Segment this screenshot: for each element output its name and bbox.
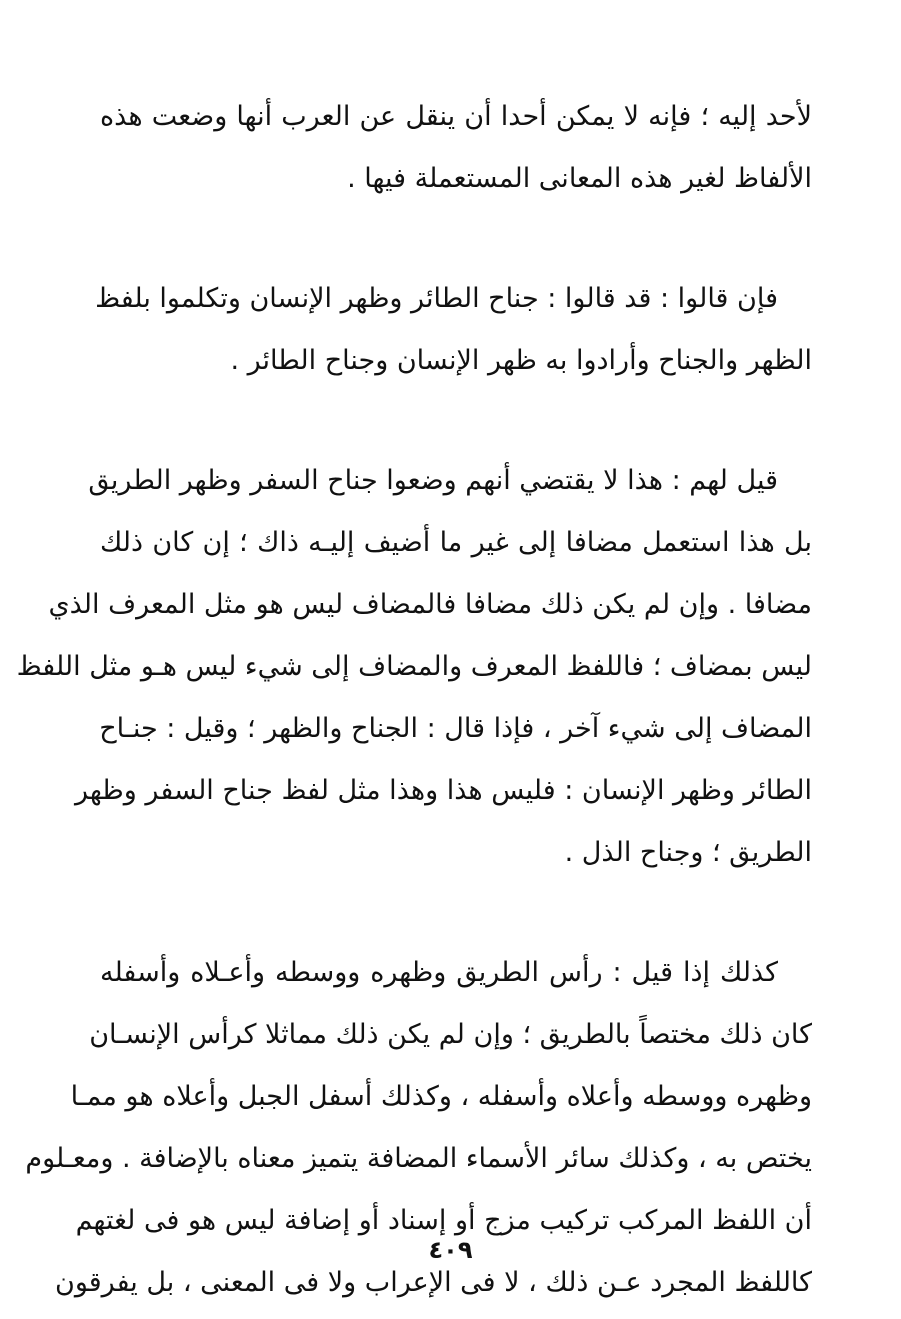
text-line: الطائر وظهر الإنسان : فليس هذا وهذا مثل لفظ جناح السفر وظهر: [74, 775, 812, 806]
text-line: كذلك إذا قيل : رأس الطريق وظهره ووسطه وأعـلاه وأسفله: [100, 957, 778, 988]
paragraph-2: [95, 268, 812, 392]
text-line: الألفاظ لغير هذه المعانى المستعملة فيها .: [347, 163, 812, 194]
text-line: مضافا . وإن لم يكن ذلك مضافا فالمضاف ليس هو مثل المعرف الذي: [48, 589, 812, 620]
page-number: ٤٠٩: [428, 1236, 473, 1264]
text-line: لأحد إليه ؛ فإنه لا يمكن أحدا أن ينقل عن العرب أنها وضعت هذه: [100, 101, 812, 132]
text-line: المضاف إلى شيء آخر ، فإذا قال : الجناح والظهر ؛ وقيل : جنـاح: [99, 713, 812, 744]
page-body: [16, 86, 812, 1316]
text-line: كاللفظ المجرد عـن ذلك ، لا فى الإعراب ولا فى المعنى ، بل يفرقون: [54, 1267, 812, 1298]
text-line: بل هذا استعمل مضافا إلى غير ما أضيف إليـه ذاك ؛ إن كان ذلك: [100, 527, 812, 558]
paragraph-gap: [100, 392, 812, 450]
paragraph-gap: [100, 884, 812, 942]
text-line: الظهر والجناح وأرادوا به ظهر الإنسان وجناح الطائر .: [230, 345, 812, 376]
text-line: قيل لهم : هذا لا يقتضي أنهم وضعوا جناح السفر وظهر الطريق: [88, 465, 778, 496]
text-line: وظهره ووسطه وأعلاه وأسفله ، وكذلك أسفل الجبل وأعلاه هو ممـا: [70, 1081, 812, 1112]
paragraph-1: [100, 86, 812, 210]
paragraph-3: [16, 450, 812, 884]
text-line: ليس بمضاف ؛ فاللفظ المعرف والمضاف إلى شيء ليس هـو مثل اللفظ: [16, 651, 812, 682]
text-line: كان ذلك مختصاً بالطريق ؛ وإن لم يكن ذلك مماثلا كرأس الإنسـان: [89, 1019, 812, 1050]
text-line: فإن قالوا : قد قالوا : جناح الطائر وظهر الإنسان وتكلموا بلفظ: [95, 283, 778, 314]
text-line: الطريق ؛ وجناح الذل .: [564, 837, 812, 868]
text-line: يختص به ، وكذلك سائر الأسماء المضافة يتميز معناه بالإضافة . ومعـلوم: [25, 1143, 812, 1174]
text-line: أن اللفظ المركب تركيب مزج أو إسناد أو إضافة ليس هو فى لغتهم: [75, 1205, 812, 1236]
paragraph-gap: [100, 210, 812, 268]
